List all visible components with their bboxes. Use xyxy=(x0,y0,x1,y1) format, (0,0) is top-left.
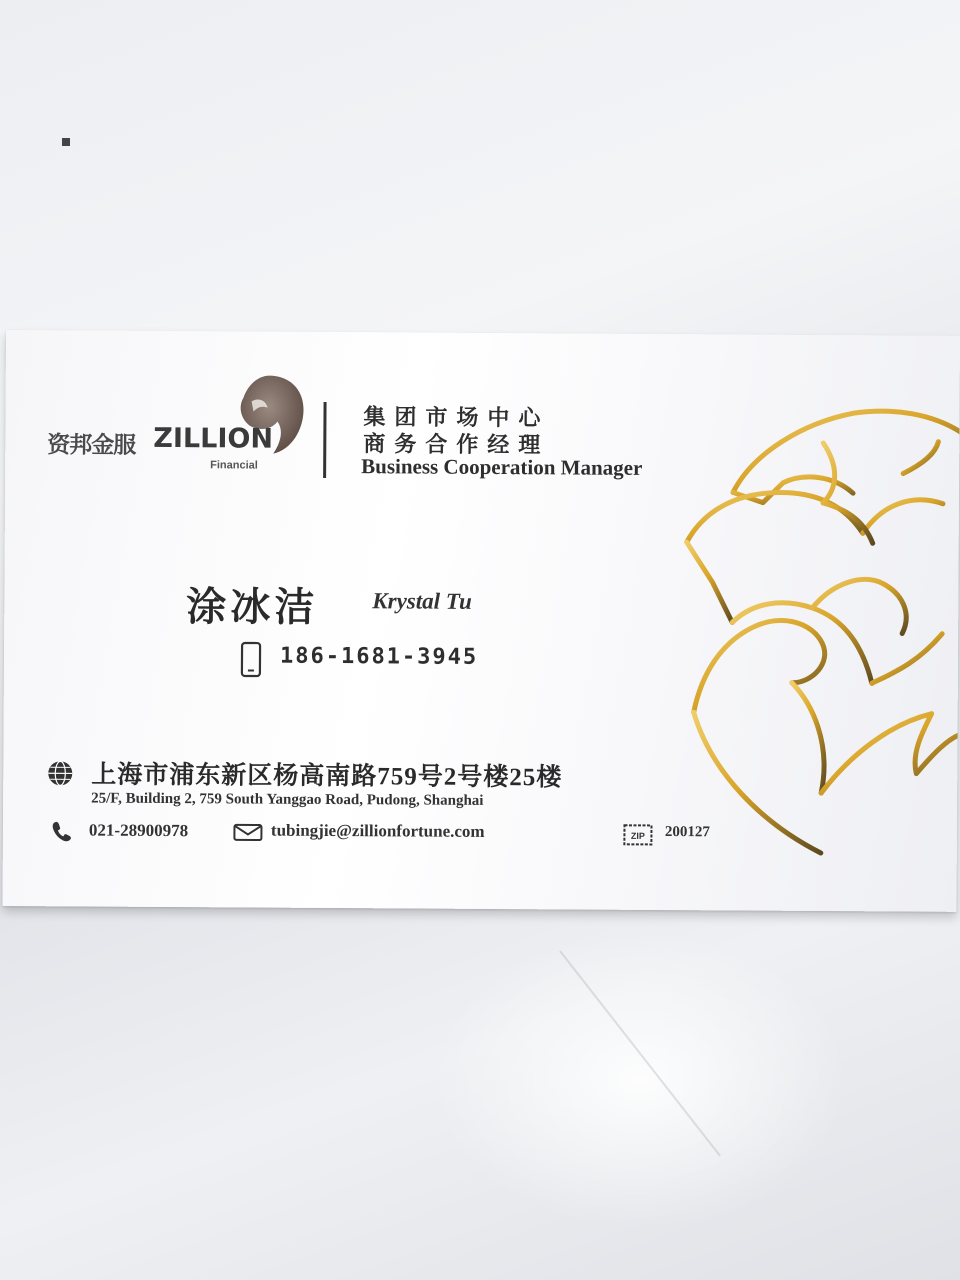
address-english: 25/F, Building 2, 759 South Yanggao Road, Pudong, Shanghai xyxy=(91,790,484,809)
telephone-number: 021-28900978 xyxy=(88,820,189,841)
mobile-phone-icon xyxy=(240,641,262,677)
logo-divider xyxy=(323,402,326,478)
logo-english-text: ZILLION xyxy=(153,422,274,455)
zip-code: 200127 xyxy=(664,824,710,841)
address-chinese: 上海市浦东新区杨高南路759号2号楼25楼 xyxy=(91,761,563,792)
business-card xyxy=(2,330,960,912)
email-address: tubingjie@zillionfortune.com xyxy=(270,820,485,841)
gold-lion-outline-icon xyxy=(671,382,960,864)
zip-code-icon xyxy=(623,824,653,846)
telephone-icon xyxy=(51,820,73,842)
logo-subtitle: Financial xyxy=(210,459,258,472)
mobile-number: 186-1681-3945 xyxy=(279,643,479,670)
job-title-en: Business Cooperation Manager xyxy=(361,454,643,480)
logo-chinese-text: 资邦金服 xyxy=(47,432,136,459)
person-name-cn: 涂冰洁 xyxy=(186,584,319,630)
light-glare xyxy=(430,930,850,1230)
zip-label-text: ZIP xyxy=(630,830,645,841)
job-title-cn-line2: 商务合作经理 xyxy=(363,431,550,458)
paper-crease xyxy=(559,950,721,1156)
person-name-en: Krystal Tu xyxy=(372,588,472,614)
email-envelope-icon xyxy=(233,823,263,841)
table-mark xyxy=(62,138,70,146)
globe-icon xyxy=(47,760,73,786)
job-title-cn-line1: 集团市场中心 xyxy=(363,404,550,431)
